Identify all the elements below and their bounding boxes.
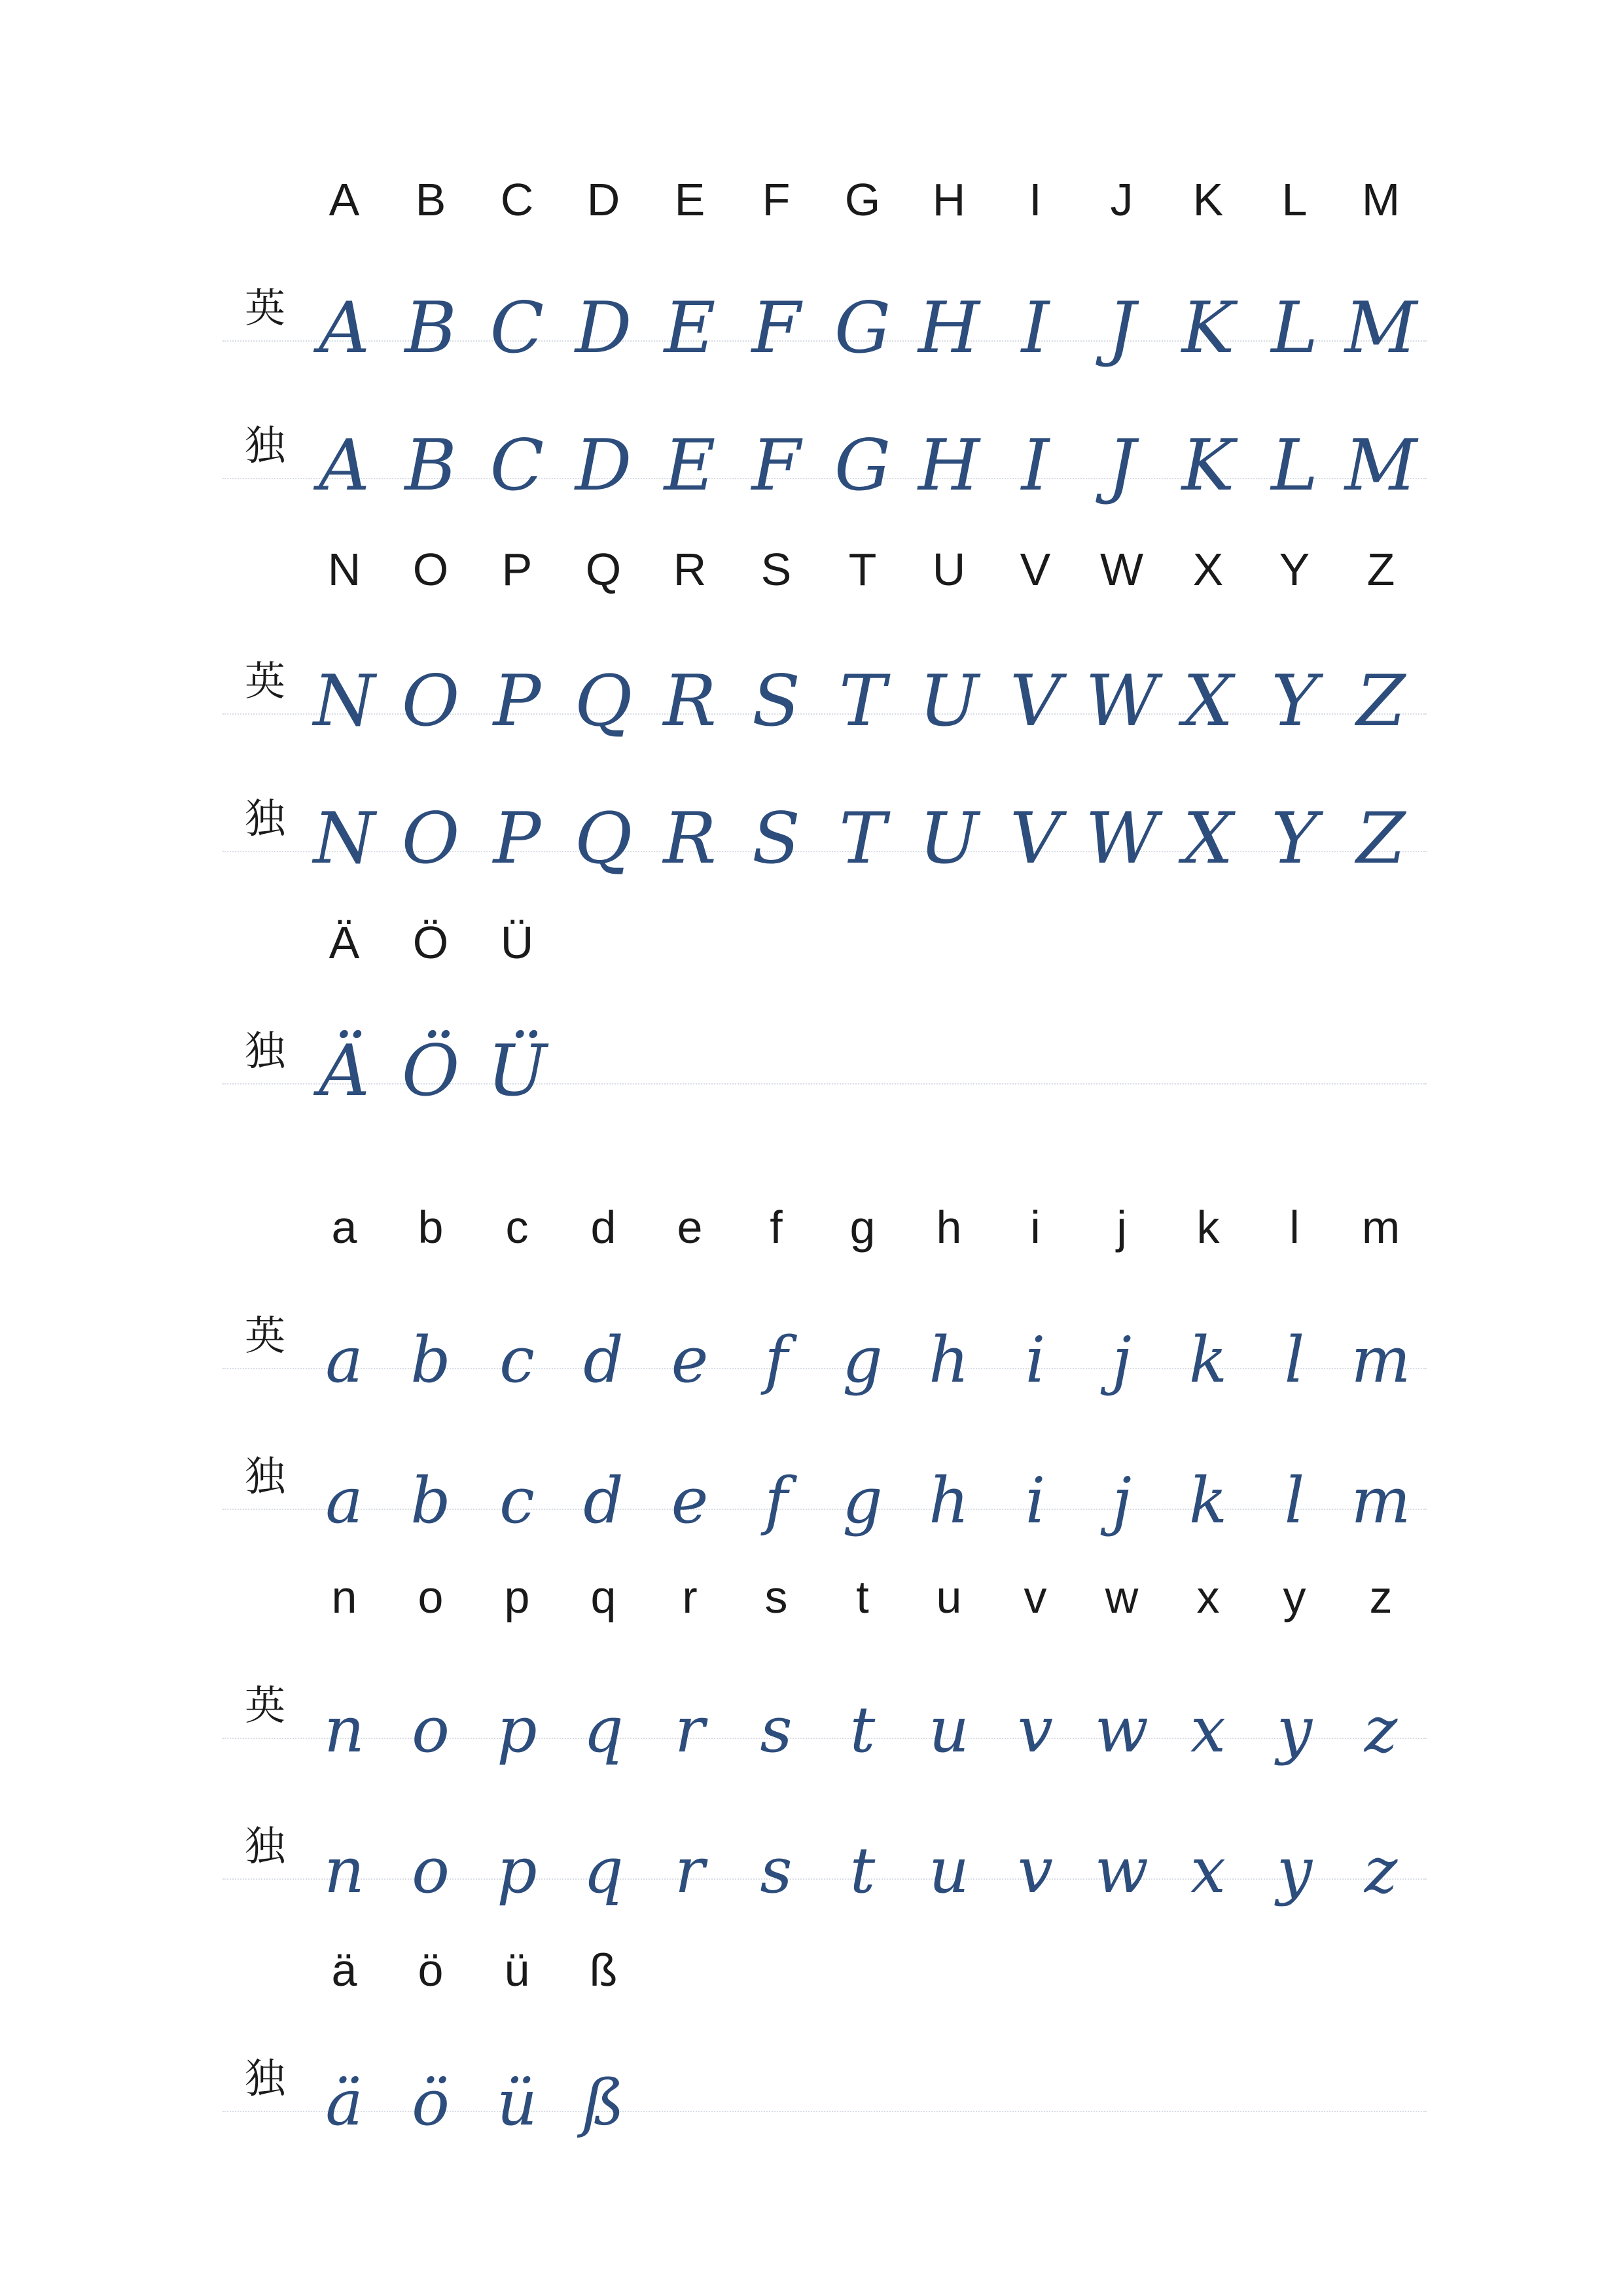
script-glyph: D: [575, 425, 632, 507]
printed-letter: B: [415, 174, 446, 225]
script-glyph: o: [412, 1693, 450, 1767]
script-glyph: h: [929, 1464, 969, 1537]
script-glyph: r: [675, 1834, 705, 1907]
script-glyph: S: [752, 798, 800, 880]
script-glyph: H: [918, 287, 980, 369]
printed-letter: Z: [1366, 544, 1395, 595]
printed-letter: C: [500, 174, 534, 225]
script-glyph: U: [919, 798, 979, 880]
script-glyph: A: [319, 425, 370, 507]
script-glyph: x: [1190, 1834, 1226, 1907]
german-marker: 独: [244, 794, 285, 842]
printed-letter: A: [329, 174, 360, 225]
english-script-row: [0, 628, 1623, 753]
script-glyph: Y: [1271, 798, 1318, 880]
printed-letter: b: [418, 1202, 444, 1253]
script-glyph: v: [1017, 1834, 1054, 1907]
script-glyph: o: [412, 1834, 450, 1907]
script-glyph: s: [760, 1834, 793, 1907]
script-glyph: g: [842, 1323, 883, 1397]
printed-letter: Y: [1279, 544, 1310, 595]
script-glyph: N: [313, 660, 376, 742]
script-glyph: R: [663, 660, 717, 742]
printed-letter: Ö: [412, 917, 449, 968]
printed-letter: t: [856, 1571, 869, 1623]
script-glyph: m: [1351, 1464, 1411, 1537]
script-glyph: V: [1010, 660, 1061, 742]
printed-letter: p: [504, 1571, 530, 1623]
english-marker: 英: [244, 1681, 285, 1729]
script-glyph: H: [918, 425, 980, 507]
printed-letter: m: [1361, 1202, 1400, 1253]
script-glyph: N: [313, 798, 376, 880]
english-marker: 英: [244, 656, 285, 705]
printed-letter: g: [849, 1202, 876, 1253]
german-script-row: [0, 2026, 1623, 2150]
script-glyph: G: [834, 425, 891, 507]
printed-letter: e: [677, 1202, 703, 1253]
script-glyph: E: [664, 287, 716, 369]
script-glyph: m: [1351, 1323, 1411, 1397]
english-script-row: [0, 255, 1623, 380]
printed-letter: d: [590, 1202, 616, 1253]
german-script-row: [0, 1424, 1623, 1548]
printed-letter: ß: [589, 1945, 618, 1996]
german-marker: 独: [244, 1821, 285, 1870]
script-glyph: b: [410, 1323, 451, 1397]
script-glyph: i: [1025, 1464, 1046, 1537]
script-glyph: n: [324, 1834, 365, 1907]
script-glyph: c: [499, 1464, 535, 1537]
script-glyph: L: [1271, 287, 1318, 369]
printed-letter: R: [673, 544, 707, 595]
script-glyph: t: [849, 1693, 876, 1767]
printed-letter: P: [501, 544, 533, 595]
script-glyph: j: [1112, 1323, 1132, 1397]
german-script-row: [0, 393, 1623, 517]
printed-letter: i: [1030, 1202, 1041, 1253]
script-glyph: G: [834, 287, 891, 369]
script-glyph: l: [1284, 1323, 1305, 1397]
script-glyph: R: [663, 798, 717, 880]
english-script-row: [0, 1653, 1623, 1777]
script-glyph: ö: [412, 2066, 450, 2140]
script-glyph: Z: [1356, 660, 1406, 742]
script-glyph: U: [919, 660, 979, 742]
script-glyph: J: [1107, 287, 1136, 369]
script-glyph: M: [1344, 287, 1418, 369]
german-script-row: [0, 1793, 1623, 1918]
printed-letter: u: [936, 1571, 962, 1623]
printed-letter: H: [932, 174, 966, 225]
printed-letter: n: [331, 1571, 357, 1623]
script-glyph: I: [1021, 425, 1050, 507]
script-glyph: t: [849, 1834, 876, 1907]
script-glyph: K: [1181, 425, 1235, 507]
printed-letter: N: [327, 544, 361, 595]
printed-letter: k: [1196, 1202, 1220, 1253]
script-glyph: T: [838, 798, 887, 880]
printed-letter: z: [1369, 1571, 1393, 1623]
printed-letter: h: [936, 1202, 962, 1253]
printed-letters-row: [0, 533, 1623, 605]
script-glyph: u: [929, 1693, 969, 1767]
script-glyph: n: [324, 1693, 365, 1767]
script-glyph: a: [325, 1323, 363, 1397]
script-glyph: W: [1085, 798, 1158, 880]
printed-letter: F: [762, 174, 791, 225]
script-glyph: x: [1190, 1693, 1226, 1767]
printed-letter: f: [770, 1202, 783, 1253]
printed-letter: v: [1024, 1571, 1047, 1623]
script-glyph: S: [752, 660, 800, 742]
printed-letter: G: [844, 174, 881, 225]
script-glyph: a: [325, 1464, 363, 1537]
script-glyph: w: [1094, 1693, 1149, 1767]
german-script-row: [0, 766, 1623, 890]
script-glyph: u: [929, 1834, 969, 1907]
script-glyph: F: [751, 425, 801, 507]
german-marker: 独: [244, 1452, 285, 1500]
printed-letter: S: [760, 544, 792, 595]
script-glyph: s: [760, 1693, 793, 1767]
printed-letter: J: [1110, 174, 1133, 225]
printed-letters-row: [0, 1934, 1623, 2006]
printed-letter: W: [1099, 544, 1144, 595]
script-glyph: C: [490, 287, 544, 369]
printed-letter: c: [505, 1202, 529, 1253]
script-glyph: ä: [325, 2066, 363, 2140]
script-glyph: ß: [582, 2066, 625, 2140]
script-glyph: e: [671, 1464, 709, 1537]
script-glyph: v: [1017, 1693, 1054, 1767]
script-glyph: d: [583, 1464, 624, 1537]
script-glyph: B: [404, 287, 457, 369]
printed-letters-row: [0, 164, 1623, 236]
script-glyph: M: [1344, 425, 1418, 507]
german-marker: 独: [244, 1026, 285, 1075]
printed-letter: r: [682, 1571, 698, 1623]
script-glyph: p: [497, 1693, 537, 1767]
script-glyph: P: [493, 660, 541, 742]
script-glyph: L: [1271, 425, 1318, 507]
script-glyph: Ü: [487, 1030, 547, 1112]
german-script-row: [0, 998, 1623, 1122]
printed-letter: E: [674, 174, 705, 225]
script-glyph: O: [401, 660, 460, 742]
script-glyph: X: [1183, 660, 1234, 742]
script-glyph: d: [583, 1323, 624, 1397]
printed-letters-row: [0, 906, 1623, 978]
printed-letter: q: [590, 1571, 616, 1623]
script-glyph: P: [493, 798, 541, 880]
printed-letter: V: [1020, 544, 1051, 595]
script-glyph: k: [1188, 1323, 1228, 1397]
script-glyph: F: [751, 287, 801, 369]
script-glyph: c: [499, 1323, 535, 1397]
script-glyph: f: [764, 1323, 788, 1397]
printed-letter: Ü: [500, 917, 534, 968]
script-glyph: Ä: [319, 1030, 370, 1112]
script-glyph: z: [1364, 1693, 1398, 1767]
printed-letter: X: [1192, 544, 1224, 595]
script-glyph: Z: [1356, 798, 1406, 880]
script-glyph: b: [410, 1464, 451, 1537]
printed-letter: w: [1105, 1571, 1139, 1623]
printed-letter: ö: [418, 1945, 444, 1996]
script-glyph: w: [1094, 1834, 1149, 1907]
printed-letter: D: [586, 174, 620, 225]
script-glyph: l: [1284, 1464, 1305, 1537]
script-glyph: ü: [497, 2066, 537, 2140]
script-glyph: Q: [574, 660, 633, 742]
script-glyph: E: [664, 425, 716, 507]
english-script-row: [0, 1283, 1623, 1407]
printed-letter: Q: [585, 544, 622, 595]
script-glyph: B: [404, 425, 457, 507]
printed-letter: ä: [331, 1945, 357, 1996]
printed-letters-row: [0, 1561, 1623, 1633]
german-marker: 独: [244, 421, 285, 469]
script-glyph: T: [838, 660, 887, 742]
script-glyph: O: [401, 798, 460, 880]
printed-letter: T: [848, 544, 877, 595]
printed-letter: y: [1283, 1571, 1306, 1623]
script-glyph: k: [1188, 1464, 1228, 1537]
script-glyph: y: [1276, 1693, 1313, 1767]
script-glyph: r: [675, 1693, 705, 1767]
script-glyph: j: [1112, 1464, 1132, 1537]
script-glyph: I: [1021, 287, 1050, 369]
script-glyph: Q: [574, 798, 633, 880]
printed-letters-row: [0, 1191, 1623, 1263]
script-glyph: f: [764, 1464, 788, 1537]
script-glyph: Ö: [401, 1030, 460, 1112]
printed-letter: M: [1361, 174, 1400, 225]
script-glyph: K: [1181, 287, 1235, 369]
printed-letter: a: [331, 1202, 357, 1253]
script-glyph: q: [583, 1834, 624, 1907]
printed-letter: s: [764, 1571, 788, 1623]
printed-letter: Ä: [329, 917, 360, 968]
script-glyph: h: [929, 1323, 969, 1397]
script-glyph: z: [1364, 1834, 1398, 1907]
script-glyph: W: [1085, 660, 1158, 742]
script-glyph: X: [1183, 798, 1234, 880]
script-glyph: A: [319, 287, 370, 369]
script-glyph: C: [490, 425, 544, 507]
script-glyph: p: [497, 1834, 537, 1907]
script-glyph: Y: [1271, 660, 1318, 742]
english-marker: 英: [244, 1311, 285, 1359]
printed-letter: O: [412, 544, 449, 595]
script-glyph: e: [671, 1323, 709, 1397]
german-marker: 独: [244, 2054, 285, 2102]
printed-letter: l: [1289, 1202, 1300, 1253]
script-glyph: y: [1276, 1834, 1313, 1907]
script-glyph: D: [575, 287, 632, 369]
printed-letter: K: [1192, 174, 1224, 225]
script-glyph: J: [1107, 425, 1136, 507]
script-glyph: V: [1010, 798, 1061, 880]
printed-letter: j: [1116, 1202, 1127, 1253]
printed-letter: x: [1196, 1571, 1220, 1623]
printed-letter: I: [1029, 174, 1042, 225]
printed-letter: L: [1281, 174, 1308, 225]
english-marker: 英: [244, 283, 285, 332]
printed-letter: o: [418, 1571, 444, 1623]
script-glyph: q: [583, 1693, 624, 1767]
printed-letter: ü: [504, 1945, 530, 1996]
script-glyph: g: [842, 1464, 883, 1537]
script-glyph: i: [1025, 1323, 1046, 1397]
printed-letter: U: [932, 544, 966, 595]
